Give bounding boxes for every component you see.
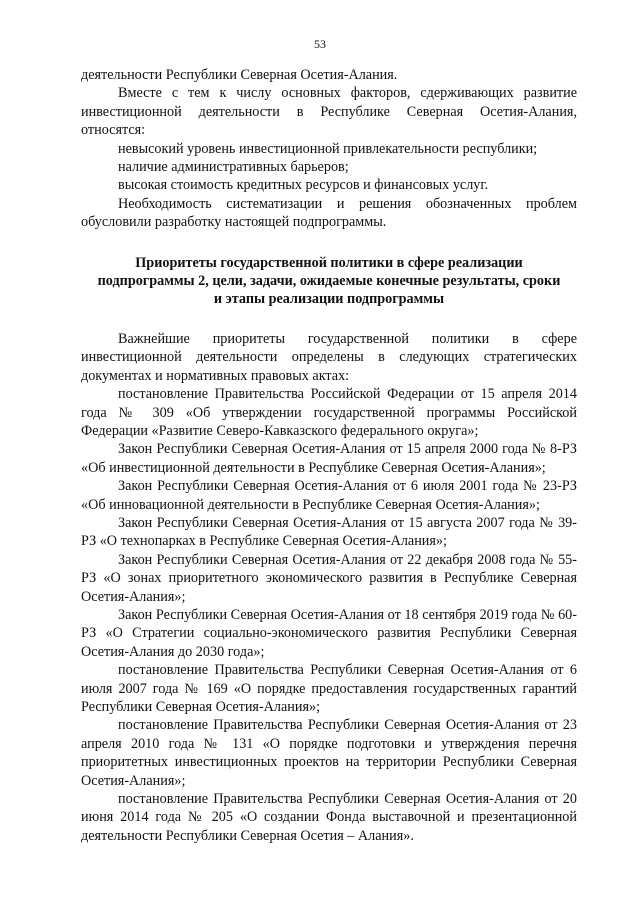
- page-number: 53: [314, 37, 326, 51]
- section-heading: [81, 254, 577, 309]
- priority-paragraph: Закон Республики Северная Осетия-Алания от 22 декабря 2008 года № 55-РЗ «О зонах приоритетного экономического развития в Республике Северная Осетия-Алания»;: [81, 551, 577, 605]
- priority-paragraph: постановление Правительства Республики Северная Осетия-Алания от 6 июля 2007 года № 169 «О порядке предоставления государственных гарантий Республики Северная Осетия-Алания»;: [81, 662, 577, 715]
- priority-paragraph: постановление Правительства Российской Федерации от 15 апреля 2014 года № 309 «Об утверждении государственной программы Российской Федерации «Развитие Северо-Кавказского федерального округа»;: [81, 386, 577, 439]
- priority-paragraph: Важнейшие приоритеты государственной политики в сфере инвестиционной деятельности определены в следующих стратегических документах и нормативных правовых актах:: [81, 330, 577, 384]
- intro-paragraph: невысокий уровень инвестиционной привлекательности республики;: [118, 140, 538, 157]
- priorities-section: [81, 330, 577, 845]
- section-heading-line-3: и этапы реализации подпрограммы: [213, 291, 445, 308]
- priority-paragraph: Закон Республики Северная Осетия-Алания от 15 апреля 2000 года № 8-РЗ «Об инвестиционной деятельности в Республике Северная Осетия-Алания»;: [81, 441, 577, 476]
- document-body: [81, 66, 577, 845]
- priority-paragraph: Закон Республики Северная Осетия-Алания от 18 сентября 2019 года № 60-РЗ «О Стратегии социально-экономического развития Республики Северная Осетия-Алания до 2030 года»;: [81, 606, 577, 660]
- priority-paragraph: Закон Республики Северная Осетия-Алания от 15 августа 2007 года № 39-РЗ «О технопарках в Республике Северная Осетия-Алания»;: [81, 514, 577, 550]
- intro-paragraph: Необходимость систематизации и решения обозначенных проблем обусловили разработку настоящей подпрограммы.: [81, 195, 577, 231]
- priority-paragraph: постановление Правительства Республики Северная Осетия-Алания от 20 июня 2014 года № 205 «О создании Фонда выставочной и презентационной деятельности Республики Северная Осетия – Алания».: [81, 791, 577, 844]
- priority-paragraph: Закон Республики Северная Осетия-Алания от 6 июля 2001 года № 23-РЗ «Об инновационной деятельности в Республике Северная Осетия-Алания»;: [81, 478, 577, 513]
- intro-paragraph: деятельности Республики Северная Осетия-Алания.: [81, 67, 398, 83]
- intro-paragraph: наличие административных барьеров;: [118, 159, 349, 176]
- intro-paragraph: Вместе с тем к числу основных факторов, сдерживающих развитие инвестиционной деятельности в Республике Северная Осетия-Алания, относятся:: [81, 85, 577, 139]
- priority-paragraph: постановление Правительства Республики Северная Осетия-Алания от 23 апреля 2010 года № 131 «О порядке подготовки и утверждения перечня приоритетных инвестиционных проектов на территории Республики Северная Осетия-Алания»;: [81, 717, 577, 789]
- section-heading-line-2: подпрограммы 2, цели, задачи, ожидаемые конечные результаты, сроки: [97, 273, 561, 290]
- intro-paragraph: высокая стоимость кредитных ресурсов и финансовых услуг.: [118, 177, 489, 194]
- intro-section: [81, 66, 577, 232]
- section-heading-line-1: Приоритеты государственной политики в сфере реализации: [135, 254, 523, 271]
